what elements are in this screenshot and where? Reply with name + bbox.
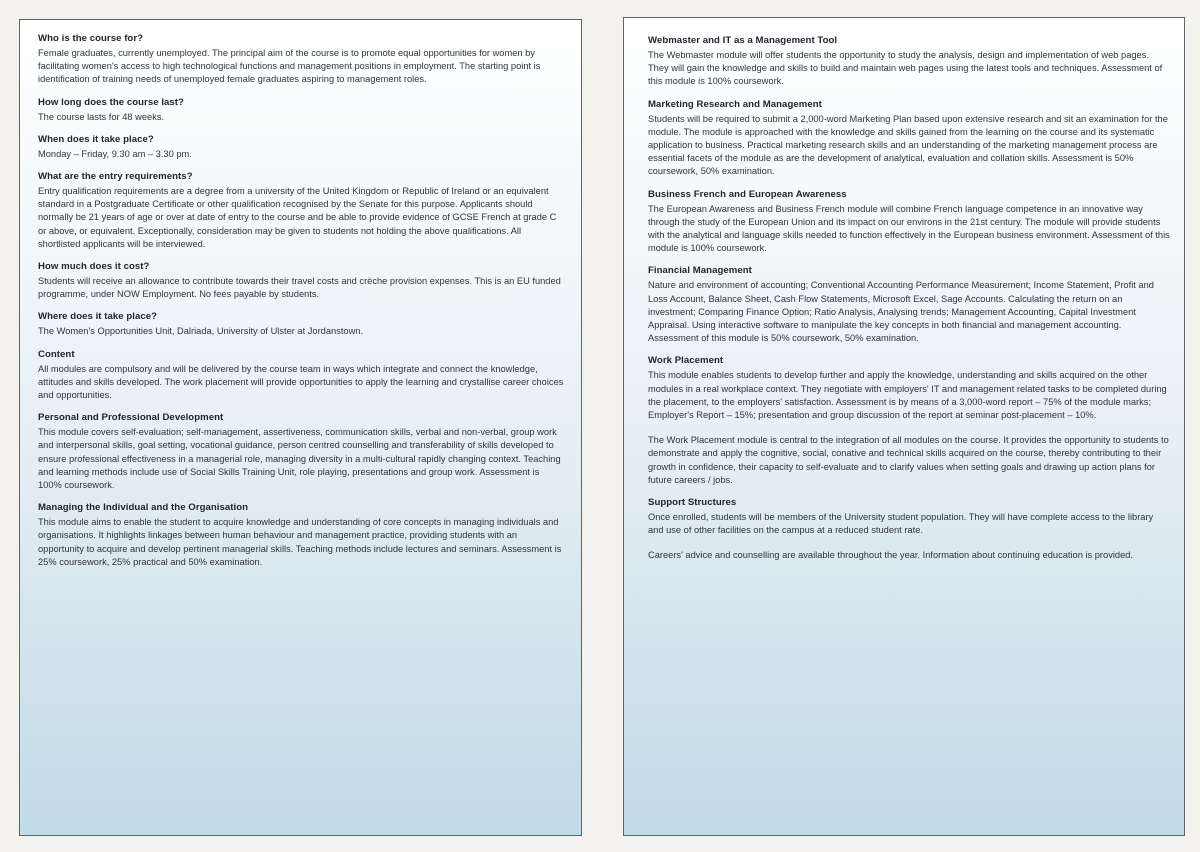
section-business-french (648, 189, 1170, 256)
section-cost (38, 261, 565, 301)
section-managing-individual (38, 502, 565, 569)
right-panel (623, 17, 1185, 836)
section-text: Students will receive an allowance to contribute towards their travel costs and crèche provision expenses. This is an EU funded programme, under NOW Employment. No fees payable by students. (38, 276, 561, 300)
section-heading: Business French and European Awareness (648, 188, 847, 200)
section-text: Nature and environment of accounting; Conventional Accounting Performance Measurement; Income Statement, Profit and Loss Account, Balance Sheet, Cash Flow Statements, Microsoft Excel, Sage Accounts. Calculating the return on an investment; Comparing Finance Option; Ratio Analysis, Analysing trends; Management Accounting, Capital Investment Appraisal. Using interactive software to manipulate the key concepts in both financial and management accounting. Assessment of this module is 50% coursework, 50% examination. (648, 280, 1154, 344)
section-text: Female graduates, currently unemployed. The principal aim of the course is to promote equal opportunities for women by facilitating women's access to high technological functions and management positions in employment. The starting point is identification of training needs of unemployed female graduates aspiring to management roles. (38, 48, 541, 85)
section-heading: Marketing Research and Management (648, 98, 822, 110)
section-text: The Webmaster module will offer students the opportunity to study the analysis, design and implementation of web pages. They will gain the knowledge and skills to build and maintain web pages using the latest tools and techniques. Assessment of this module is 100% coursework. (648, 50, 1163, 87)
section-heading: Who is the course for? (38, 33, 144, 44)
section-text: Careers' advice and counselling are available throughout the year. Information about continuing education is provided. (648, 550, 1134, 561)
section-text: The course lasts for 48 weeks. (38, 111, 165, 122)
section-personal-development (38, 412, 565, 492)
section-financial-management (648, 265, 1170, 345)
section-text: The Women's Opportunities Unit, Dalriada, University of Ulster at Jordanstown. (38, 326, 364, 337)
section-support-structures (648, 497, 1170, 563)
left-panel (19, 19, 582, 836)
section-heading: Support Structures (648, 497, 737, 509)
section-text: Entry qualification requirements are a degree from a university of the United Kingdom or Republic of Ireland or an equivalent standard in a Postgraduate Certificate or other qualification recognised by the Senate for this purpose. Applicants should normally be 21 years of age or over at date of entry to the course and be able to provide evidence of GCSE French at grade C or above, or equivalent. Exceptionally, consideration may be given to students not holding the above qualifications. All shortlisted applicants will be interviewed. (38, 186, 557, 249)
section-who-for (38, 33, 565, 87)
section-heading: Where does it take place? (38, 311, 158, 323)
section-text: Students will be required to submit a 2,000-word Marketing Plan based upon extensive research and sit an examination for the module. The module is approached with the knowledge and skills gained from the learning on the course and its systematic application to business. Practical marketing research skills and an understanding of the marketing management process are essential facets of the module as are the development of analytical, evaluation and collation skills. Assessment is 50% coursework, 50% examination. (648, 113, 1168, 177)
section-heading: Financial Management (648, 265, 752, 277)
section-schedule (38, 134, 565, 161)
section-heading: When does it take place? (38, 133, 154, 145)
section-entry-requirements (38, 171, 565, 251)
section-heading: Work Placement (648, 355, 724, 367)
section-heading: Managing the Individual and the Organisation (38, 502, 249, 514)
section-location (38, 311, 565, 338)
section-text: Monday – Friday, 9.30 am – 3.30 pm. (38, 148, 192, 159)
section-heading: How long does the course last? (38, 96, 184, 108)
section-text: All modules are compulsory and will be delivered by the course team in ways which integrate and connect the knowledge, attitudes and skills developed. The work placement will provide opportunities to apply the learning and crystallise career choices and opportunities. (38, 363, 564, 401)
section-work-placement (648, 355, 1170, 487)
section-duration (38, 97, 565, 124)
section-marketing (648, 99, 1170, 179)
section-heading: How much does it cost? (38, 261, 150, 273)
section-text: The European Awareness and Business French module will combine French language competence in an innovative way through the study of the European Union and its impact on our environs in the 21st century. The module will provide students with the analytical and language skills needed to function effectively in the European business environment. Assessment of this module is 100% coursework. (648, 203, 1170, 254)
section-text: This module aims to enable the student to acquire knowledge and understanding of core concepts in managing individuals and organisations. It highlights linkages between human behaviour and management practice, providing students with an opportunity to acquire and develop pertinent managerial skills. Teaching methods include lectures and seminars. Assessment is 25% coursework, 25% practical and 50% examination. (38, 517, 562, 567)
section-heading: Webmaster and IT as a Management Tool (648, 35, 838, 46)
section-text: Once enrolled, students will be members of the University student population. They will have complete access to the library and use of other facilities on the campus at a reduced student rate. (648, 512, 1154, 536)
section-text: This module enables students to develop further and apply the knowledge, understanding and skills acquired on the other modules in a real workplace context. They negotiate with employers' IT and management related tasks to be completed during the placement, to the employers' satisfaction. Assessment is by means of a 3,000-word report – 75% of the module marks; Employer's Report – 15%; presentation and group discussion of the report at seminar post-placement – 10%. (648, 370, 1167, 421)
section-heading: Content (38, 348, 75, 360)
section-webmaster (648, 35, 1170, 89)
section-text: The Work Placement module is central to the integration of all modules on the course. It provides the opportunity to students to demonstrate and apply the cognitive, social, conative and technical skills acquired on the course, thereby contributing to their growth in confidence, their capacity to self-evaluate and to clarify values when setting goals and drawing up action plans for future careers / jobs. (648, 435, 1169, 485)
section-heading: What are the entry requirements? (38, 171, 193, 183)
section-heading: Personal and Professional Development (38, 412, 224, 424)
section-content (38, 349, 565, 403)
section-text: This module covers self-evaluation; self-management, assertiveness, communication skills, verbal and non-verbal, group work and interpersonal skills, goal setting, vocational guidance, person centred counselling and transferability of skills developed to ensure professional effectiveness in a managerial role, managing diversity in a multi-cultural rapidly changing context. Teaching and learning methods include use of Social Skills Training Unit, role playing, presentations and group work. Assessment is 100% coursework. (38, 427, 561, 491)
